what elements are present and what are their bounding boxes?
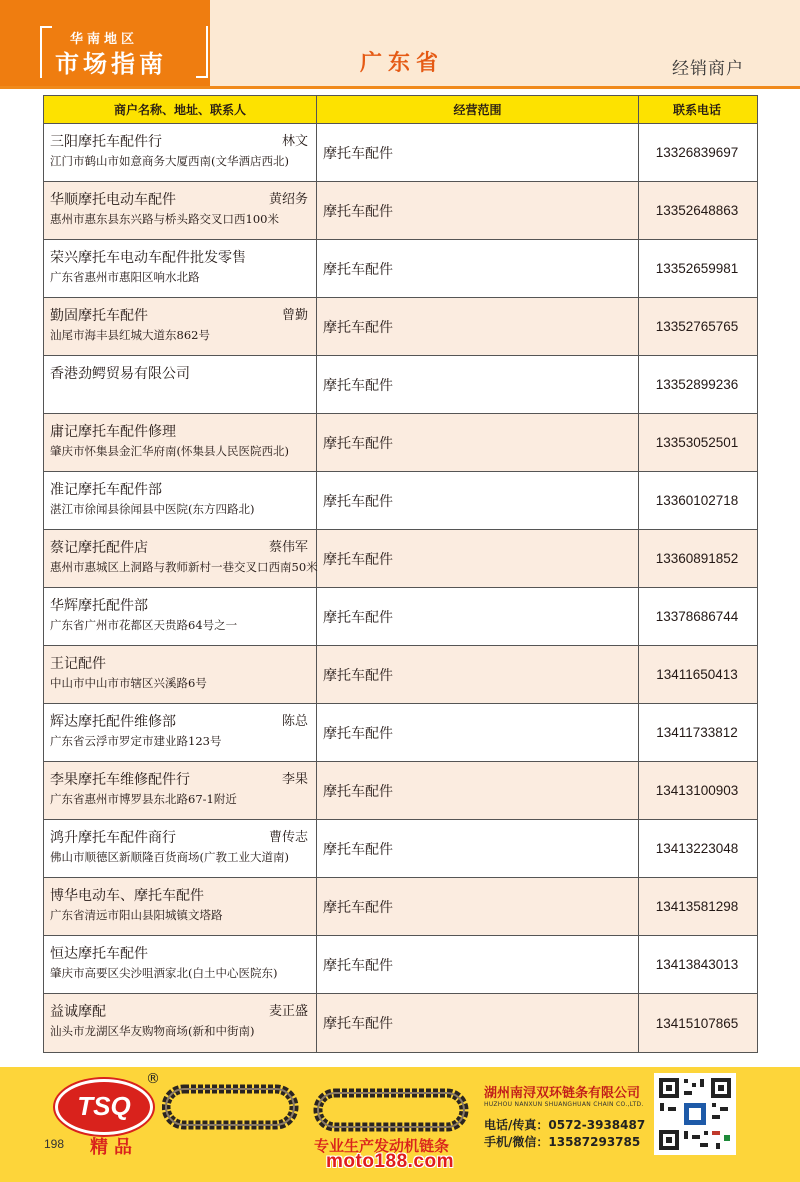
merchant-cell: [44, 182, 317, 239]
business-scope: 摩托车配件: [317, 762, 639, 819]
mobile: 手机/微信：13587293785: [484, 1135, 641, 1149]
merchant-name: 恒达摩托车配件: [50, 946, 148, 962]
logo-title: 市场指南: [55, 50, 167, 78]
market-guide-logo: [0, 0, 210, 87]
header-divider: [0, 86, 800, 89]
table-row: [44, 240, 757, 298]
merchant-line: [50, 771, 316, 789]
merchant-line: [50, 597, 316, 615]
business-scope: 摩托车配件: [317, 298, 639, 355]
table-row: [44, 530, 757, 588]
phone-number: 13411733812: [656, 725, 738, 740]
contact-person: 蔡伟军: [268, 540, 308, 555]
header-scope: 经营范围: [317, 96, 639, 123]
merchant-address: 江门市鹤山市如意商务大厦西南(文华酒店西北): [50, 154, 289, 168]
merchant-cell: [44, 472, 317, 529]
merchant-name: 益诚摩配: [50, 1004, 106, 1020]
merchant-line: [50, 191, 316, 209]
contact-person: 曹传志: [268, 830, 308, 845]
merchant-cell: [44, 820, 317, 877]
business-scope: 摩托车配件: [317, 240, 639, 297]
merchant-address: 惠州市惠东县东兴路与桥头路交叉口西100米: [50, 212, 279, 226]
merchant-cell: [44, 878, 317, 935]
business-scope: 摩托车配件: [317, 820, 639, 877]
merchant-name: 蔡记摩托配件店: [50, 540, 148, 556]
chain-image: [162, 1079, 472, 1139]
registered-mark: ®: [146, 1071, 160, 1087]
business-scope: 摩托车配件: [317, 646, 639, 703]
merchant-address: 广东省云浮市罗定市建业路123号: [50, 734, 222, 748]
phone-number: 13415107865: [655, 1015, 739, 1031]
phone-number: 13378686744: [655, 609, 739, 624]
phone-number: 13352899236: [655, 377, 739, 392]
merchant-address: 中山市中山市市辖区兴溪路6号: [50, 676, 207, 690]
table-row: [44, 820, 757, 878]
header-phone: 联系电话: [672, 103, 721, 117]
merchant-cell: [44, 588, 317, 645]
merchant-name: 王记配件: [50, 656, 106, 672]
table-row: [44, 298, 757, 356]
merchant-cell: [44, 356, 317, 413]
phone-number: 13352659981: [655, 261, 739, 276]
merchant-name: 庸记摩托车配件修理: [50, 424, 176, 440]
table-row: [44, 762, 757, 820]
table-row: [44, 182, 757, 240]
merchant-address: 广东省惠州市博罗县东北路67-1附近: [50, 792, 237, 806]
merchant-name: 准记摩托车配件部: [50, 482, 162, 498]
phone-number: 13413223048: [655, 841, 739, 856]
page-header: [0, 0, 800, 87]
business-scope: 摩托车配件: [317, 936, 639, 993]
merchant-name: 李果摩托车维修配件行: [50, 772, 190, 788]
merchant-line: [50, 307, 316, 325]
merchant-address: 惠州市惠城区上洞路与教师新村一巷交叉口西南50米: [50, 560, 318, 574]
contact-person: 陈总: [281, 714, 308, 729]
logo-subtitle: 华南地区: [70, 32, 139, 47]
merchant-address: 汕头市龙湖区华友购物商场(新和中街南): [50, 1024, 255, 1038]
phone-number: 13413581298: [655, 899, 739, 914]
merchant-line: [50, 655, 316, 673]
business-scope: 摩托车配件: [317, 878, 639, 935]
merchant-line: [50, 829, 316, 847]
business-scope: 摩托车配件: [317, 414, 639, 471]
phone-number: 13411650413: [656, 667, 738, 682]
merchant-name: 鸿升摩托车配件商行: [50, 830, 176, 846]
merchant-line: [50, 423, 316, 441]
merchant-cell: [44, 762, 317, 819]
merchant-cell: [44, 414, 317, 471]
brand-tagline: 精品: [90, 1137, 138, 1158]
merchant-cell: [44, 704, 317, 761]
table-row: [44, 588, 757, 646]
header-merchant: 商户名称、地址、联系人: [44, 96, 317, 123]
business-scope: 摩托车配件: [317, 124, 639, 181]
business-scope: 摩托车配件: [317, 530, 639, 587]
merchant-cell: [44, 530, 317, 587]
business-scope: 摩托车配件: [317, 588, 639, 645]
merchant-cell: [44, 124, 317, 181]
merchant-line: [50, 1003, 316, 1021]
slogan: 专业生产发动机链条: [314, 1137, 450, 1155]
contact-person: 李果: [281, 772, 308, 787]
telephone: 电话/传真：0572-3938487: [484, 1118, 646, 1132]
merchant-line: [50, 133, 316, 151]
phone-number: 13352765765: [655, 319, 739, 334]
phone-number: 13326839697: [655, 145, 739, 160]
table-row: [44, 646, 757, 704]
merchant-cell: [44, 240, 317, 297]
qr-code-icon: [654, 1073, 736, 1155]
contact-person: 麦正盛: [268, 1004, 308, 1019]
merchant-name: 香港劲鳄贸易有限公司: [50, 366, 190, 382]
business-scope: 摩托车配件: [317, 704, 639, 761]
table-row: [44, 994, 757, 1052]
advertisement-footer: [0, 1067, 800, 1182]
merchant-cell: [44, 994, 317, 1052]
merchant-name: 荣兴摩托车电动车配件批发零售: [50, 250, 246, 266]
merchant-address: 肇庆市怀集县金汇华府南(怀集县人民医院西北): [50, 444, 289, 458]
table-row: [44, 124, 757, 182]
watermark: moto188.com: [326, 1151, 454, 1172]
table-row: [44, 704, 757, 762]
business-scope: 摩托车配件: [317, 472, 639, 529]
phone-number: 13353052501: [655, 435, 739, 450]
merchant-cell: [44, 646, 317, 703]
business-scope: 摩托车配件: [317, 994, 639, 1052]
contact-person: 曾勤: [281, 308, 308, 323]
contact-person: 黄绍务: [268, 192, 308, 207]
phone-number: 13360891852: [655, 551, 739, 566]
merchant-name: 勤固摩托车配件: [50, 308, 148, 324]
province-title: 广东省: [360, 51, 445, 76]
phone-number: 13352648863: [655, 203, 739, 218]
tsq-logo: [55, 1079, 153, 1135]
business-scope: 摩托车配件: [317, 356, 639, 413]
table-row: [44, 414, 757, 472]
merchant-name: 华顺摩托电动车配件: [50, 192, 176, 208]
merchant-line: [50, 481, 316, 499]
merchant-name: 博华电动车、摩托车配件: [50, 888, 204, 904]
table-row: [44, 878, 757, 936]
merchant-name: 辉达摩托配件维修部: [50, 714, 176, 730]
merchant-address: 佛山市顺德区新顺隆百货商场(广教工业大道南): [50, 850, 289, 864]
table-row: [44, 472, 757, 530]
merchant-address: 肇庆市高要区尖沙咀酒家北(白土中心医院东): [50, 966, 278, 980]
phone-number: 13413100903: [655, 783, 739, 798]
merchant-cell: [44, 936, 317, 993]
merchant-line: [50, 365, 316, 383]
merchant-line: [50, 713, 316, 731]
merchant-name: 华辉摩托配件部: [50, 598, 148, 614]
section-title: 经销商户: [672, 59, 744, 79]
business-scope: 摩托车配件: [317, 182, 639, 239]
phone-number: 13360102718: [655, 493, 739, 508]
merchant-line: [50, 887, 316, 905]
merchant-cell: [44, 298, 317, 355]
merchant-name: 三阳摩托车配件行: [50, 134, 162, 150]
merchant-line: [50, 945, 316, 963]
phone-number: 13413843013: [655, 957, 739, 972]
merchant-address: 广东省清远市阳山县阳城镇文塔路: [50, 908, 223, 922]
merchant-line: [50, 539, 316, 557]
merchant-address: 汕尾市海丰县红城大道东862号: [50, 328, 210, 342]
merchant-address: 湛江市徐闻县徐闻县中医院(东方四路北): [50, 502, 255, 516]
merchant-address: 广东省惠州市惠阳区响水北路: [50, 270, 200, 284]
table-row: [44, 936, 757, 994]
brand-name: TSQ: [77, 1091, 131, 1121]
page-number: 198: [44, 1137, 65, 1151]
merchant-line: [50, 249, 316, 267]
company-name: 湖州南浔双环链条有限公司: [484, 1086, 641, 1101]
merchant-address: 广东省广州市花都区天贵路64号之一: [50, 618, 238, 632]
company-name-en: HUZHOU NANXUN SHUANGHUAN CHAIN CO.,LTD.: [484, 1101, 644, 1108]
contact-person: 林文: [281, 134, 308, 149]
table-header-row: [44, 96, 757, 124]
dealer-table: [43, 95, 758, 1053]
table-row: [44, 356, 757, 414]
